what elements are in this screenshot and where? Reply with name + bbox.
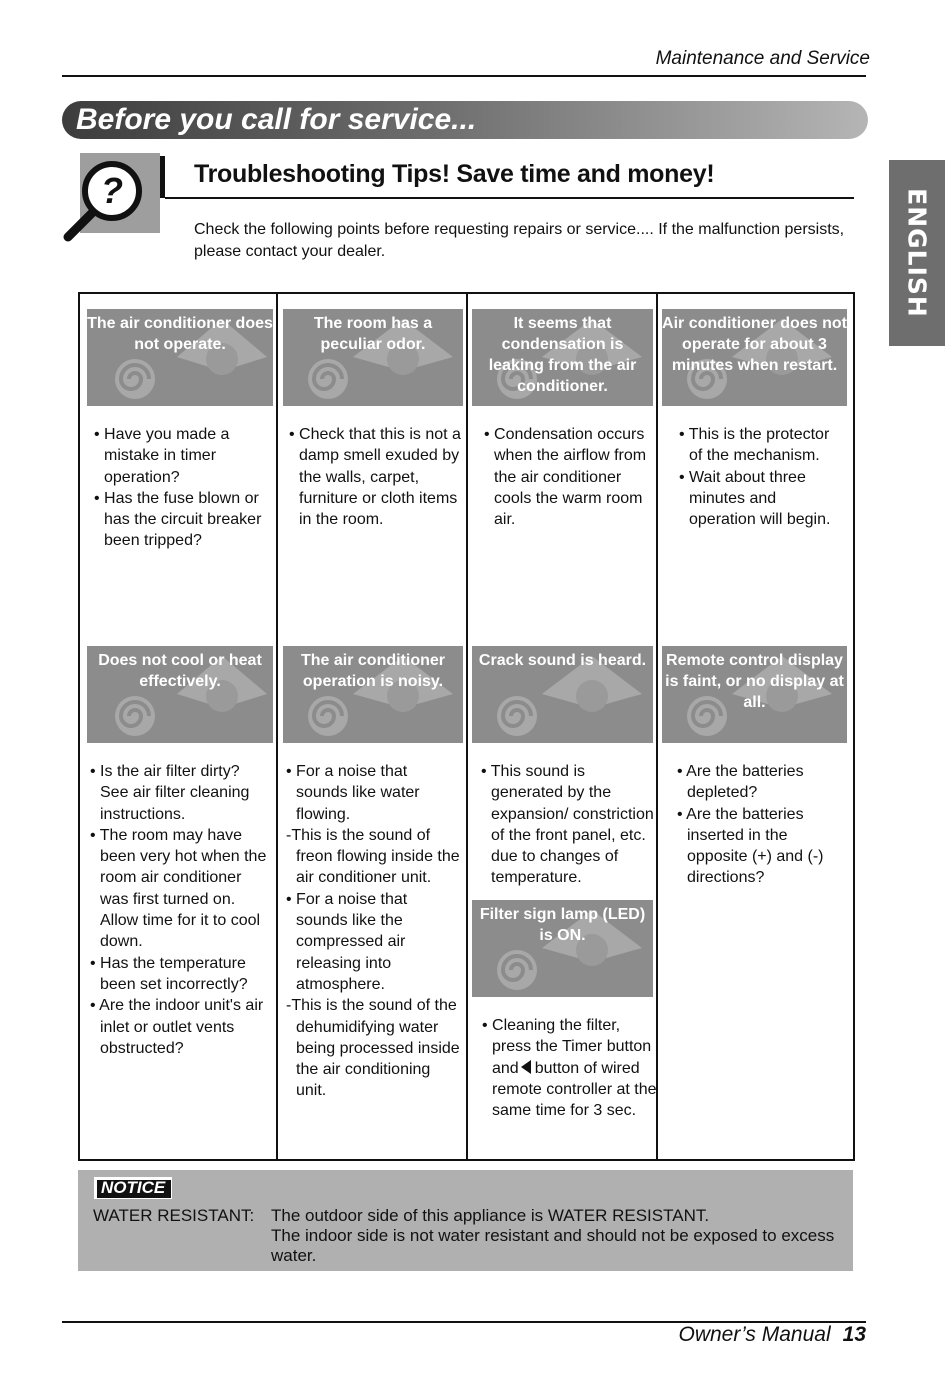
solution-list	[94, 424, 269, 552]
list-item: • Are the batteries depleted?	[677, 763, 804, 802]
page-number: 13	[842, 1323, 866, 1346]
tips-accent-bar	[160, 156, 165, 198]
footer-manual-title: Owner’s Manual	[678, 1323, 831, 1346]
column-divider	[466, 294, 468, 1159]
list-item: • This sound is generated by the expansion/ constriction of the front panel, etc. due to changes of temperature.	[481, 763, 654, 887]
problem-title: Air conditioner does not operate for about 3 minutes when restart.	[662, 315, 847, 374]
problem-header	[472, 646, 653, 743]
list-item: -This is the sound of the dehumidifying water being processed inside the air conditioning unit.	[286, 997, 460, 1100]
tips-divider	[165, 197, 854, 199]
list-item: • For a noise that sounds like the compressed air releasing into atmosphere.	[286, 890, 408, 993]
problem-header	[662, 646, 847, 743]
solution-list	[286, 761, 462, 1102]
problem-header	[472, 309, 653, 406]
section-banner	[62, 101, 868, 139]
solution-list	[677, 761, 845, 889]
list-item: -This is the sound of freon flowing inside the air conditioner unit.	[286, 826, 460, 887]
problem-title: Filter sign lamp (LED) is ON.	[479, 906, 646, 944]
list-item: • Is the air filter dirty? See air filter cleaning instructions.	[90, 763, 250, 823]
section-title: Maintenance and Service	[655, 48, 870, 69]
notice-label: WATER RESISTANT:	[93, 1206, 255, 1225]
list-item: • Has the fuse blown or has the circuit breaker been tripped?	[94, 489, 262, 550]
troubleshooting-grid	[78, 292, 855, 1161]
solution-list	[90, 761, 270, 1059]
tips-heading: Troubleshooting Tips! Save time and money!	[194, 160, 715, 188]
list-item: • Are the batteries inserted in the opposite (+) and (-) directions?	[677, 805, 824, 887]
notice-line: The indoor side is not water resistant and should not be exposed to excess water.	[271, 1226, 835, 1265]
solution-list	[484, 424, 652, 530]
column-divider	[276, 294, 278, 1159]
problem-header	[472, 900, 653, 997]
list-item: • Check that this is not a damp smell exuded by the walls, carpet, furniture or cloth items in the room.	[289, 426, 461, 529]
problem-title: The room has a peculiar odor.	[313, 315, 433, 353]
solution-list	[679, 424, 844, 530]
intro-text: Check the following points before requesting repairs or service.... If the malfunction persists, please contact your dealer.	[194, 221, 845, 260]
footer	[600, 1323, 866, 1347]
problem-header	[283, 309, 463, 406]
notice-text	[271, 1206, 841, 1266]
list-item: • Cleaning the filter, press the Timer button and button of wired remote controller at the same time for 3 sec.	[482, 1017, 657, 1120]
problem-header	[87, 309, 273, 406]
language-tab	[889, 160, 945, 346]
problem-header	[87, 646, 273, 743]
list-item: • Have you made a mistake in timer operation?	[94, 426, 230, 486]
notice-box	[78, 1170, 853, 1271]
banner-title: Before you call for service...	[76, 103, 477, 136]
svg-text:?: ?	[101, 170, 123, 211]
problem-title: The air conditioner operation is noisy.	[300, 652, 445, 690]
list-item: • This is the protector of the mechanism.	[679, 426, 830, 465]
problem-header	[283, 646, 463, 743]
problem-title: The air conditioner does not operate.	[87, 315, 273, 353]
problem-header	[662, 309, 847, 406]
solution-list	[482, 1015, 657, 1121]
magnifier-question-icon	[80, 153, 160, 233]
solution-list	[289, 424, 461, 530]
solution-list	[481, 761, 656, 889]
list-item: • Has the temperature been set incorrectly?	[90, 954, 248, 993]
problem-title: It seems that condensation is leaking from the air conditioner.	[488, 315, 637, 395]
notice-badge: NOTICE	[94, 1177, 172, 1199]
language-tab-label: ENGLISH	[902, 188, 932, 318]
list-item: • For a noise that sounds like water flowing.	[286, 763, 420, 823]
problem-title: Crack sound is heard.	[478, 652, 647, 669]
list-item: • Are the indoor unit's air inlet or outlet vents obstructed?	[90, 997, 264, 1057]
list-item: • Wait about three minutes and operation will begin.	[679, 468, 831, 529]
list-item: • The room may have been very hot when the room air conditioner was first turned on. Allow time for it to cool down.	[90, 826, 267, 951]
left-arrow-icon	[521, 1060, 531, 1074]
list-item: • Condensation occurs when the airflow from the air conditioner cools the warm room air.	[484, 426, 647, 529]
top-divider	[62, 75, 866, 77]
problem-title: Remote control display is faint, or no display at all.	[665, 652, 844, 711]
notice-line: The outdoor side of this appliance is WATER RESISTANT.	[271, 1206, 710, 1225]
problem-title: Does not cool or heat effectively.	[98, 652, 262, 690]
